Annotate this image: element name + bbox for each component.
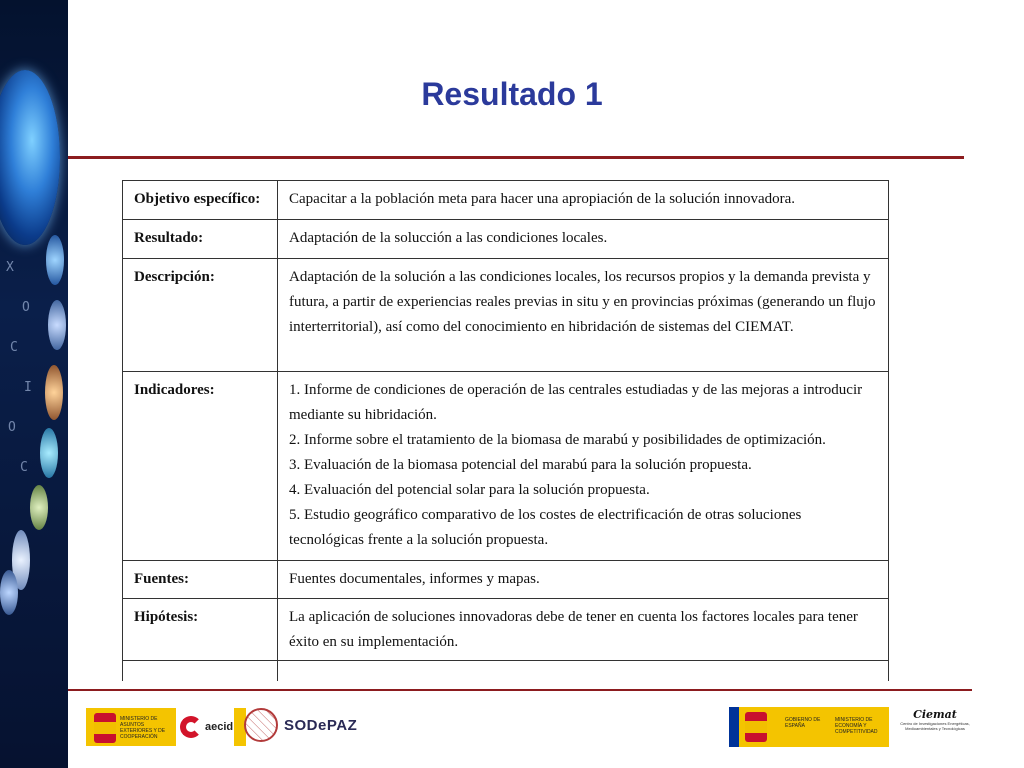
row-label: Fuentes: [123, 561, 278, 599]
row-value: Adaptación de la solución a las condiciones locales, los recursos propios y la demanda prevista y futura, a partir de experiencias reales previas in situ y en provincias próximas (generando un flujo interterritorial), así como del conocimiento en hibridación de sistemas del CIEMAT. [278, 259, 889, 372]
gobierno-text: GOBIERNO DE ESPAÑA [785, 717, 821, 729]
decorative-orb [46, 235, 64, 285]
decorative-glyph: C [10, 340, 18, 355]
indicator-item: 1. Informe de condiciones de operación de las centrales estudiadas y de las mejoras a introducir mediante su hibridación. [289, 382, 863, 423]
decorative-orb [48, 300, 66, 350]
decorative-glyph: I [24, 380, 32, 395]
title-divider [68, 156, 964, 159]
table-row [123, 561, 889, 599]
footer-logos [68, 700, 978, 750]
aecid-name: aecid [205, 721, 234, 733]
row-label: Hipótesis: [123, 599, 278, 661]
table-row [123, 599, 889, 661]
row-value: Fuentes documentales, informes y mapas. [278, 561, 889, 599]
row-label: Objetivo específico: [123, 181, 278, 220]
row-value: Capacitar a la población meta para hacer una apropiación de la solución innovadora. [278, 181, 889, 220]
decorative-orb [30, 485, 48, 530]
coat-of-arms-icon [745, 712, 767, 742]
sodepaz-name: SODePAZ [284, 716, 358, 734]
decorative-glyph: O [22, 300, 30, 315]
row-label [123, 661, 278, 682]
decorative-glyph: C [20, 460, 28, 475]
ciemat-logo [898, 708, 972, 731]
decorative-orb [0, 570, 18, 615]
row-label: Descripción: [123, 259, 278, 372]
indicator-item: 3. Evaluación de la biomasa potencial del marabú para la solución propuesta. [289, 457, 752, 473]
table-row [123, 181, 889, 220]
row-label: Indicadores: [123, 372, 278, 561]
table-row [123, 661, 889, 682]
economia-text: MINISTERIO DE ECONOMÍA Y COMPETITIVIDAD [835, 717, 878, 735]
indicator-item: 2. Informe sobre el tratamiento de la biomasa de marabú y posibilidades de optimización. [289, 432, 826, 448]
ciemat-name: Ciemat [913, 708, 957, 721]
table-row [123, 259, 889, 372]
sodepaz-logo [244, 708, 357, 742]
decorative-side-strip [0, 0, 68, 768]
indicator-item: 4. Evaluación del potencial solar para la solución propuesta. [289, 482, 650, 498]
indicator-item: 5. Estudio geográfico comparativo de los costes de electrificación de otras soluciones tecnológicas frente a la solución propuesta. [289, 507, 802, 548]
decorative-glyph: X [6, 260, 14, 275]
footer-divider [68, 689, 972, 691]
gobierno-logo [729, 707, 889, 747]
ministry-text: MINISTERIO DE ASUNTOS EXTERIORES Y DE COOPERACIÓN [120, 716, 166, 740]
slide-title: Resultado 1 [421, 76, 603, 112]
row-value: Adaptación de la solucción a las condiciones locales. [278, 220, 889, 259]
row-value: La aplicación de soluciones innovadoras debe de tener en cuenta los factores locales para tener éxito en su implementación. [278, 599, 889, 661]
decorative-orb [45, 365, 63, 420]
aecid-logo [176, 707, 234, 747]
eu-flag-icon [729, 707, 739, 747]
coat-of-arms-icon [94, 713, 116, 743]
row-value [278, 372, 889, 561]
decorative-orb [40, 428, 58, 478]
globe-icon [244, 708, 278, 742]
aecid-c-icon [180, 716, 202, 738]
decorative-glyph: O [8, 420, 16, 435]
ciemat-subtitle: Centro de Investigaciones Energéticas, Medioambientales y Tecnológicas [900, 721, 970, 731]
table-row [123, 220, 889, 259]
results-table [122, 180, 889, 681]
row-value [278, 661, 889, 682]
table-row [123, 372, 889, 561]
row-label: Resultado: [123, 220, 278, 259]
